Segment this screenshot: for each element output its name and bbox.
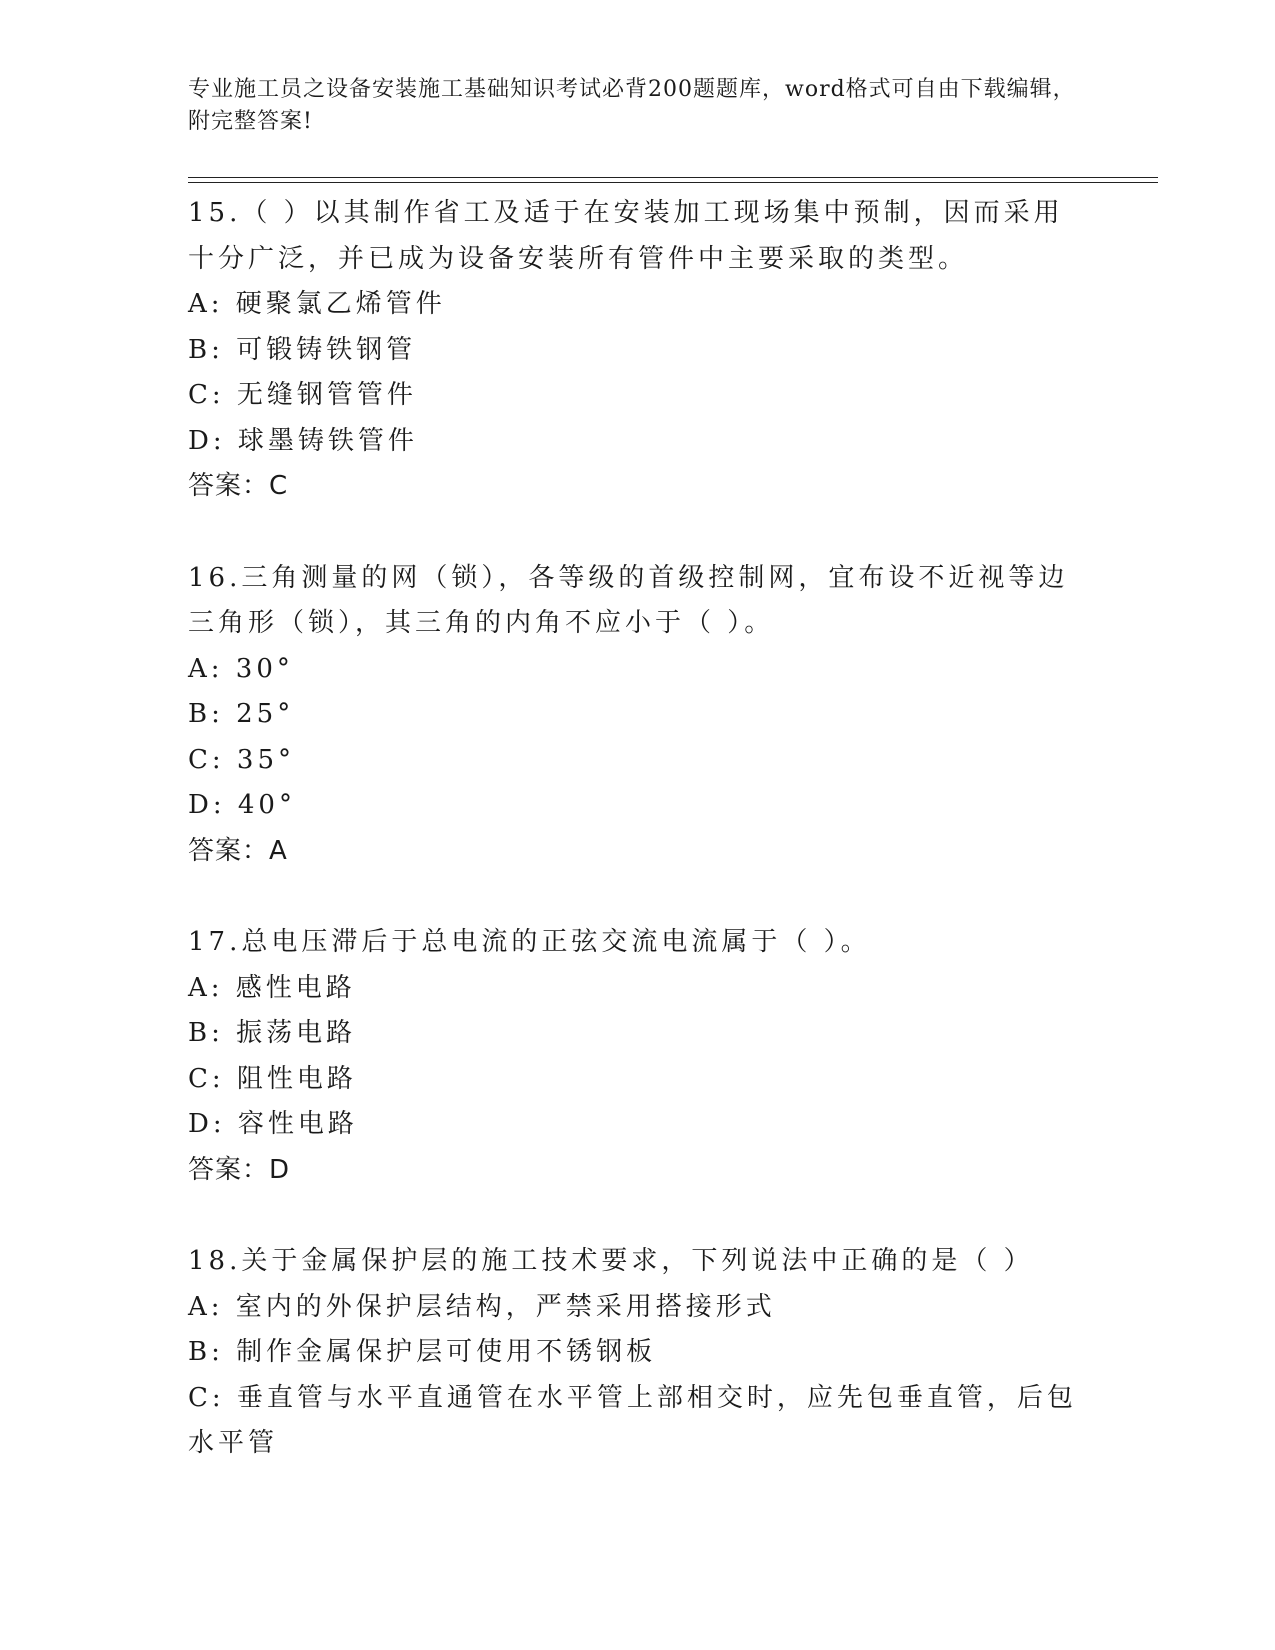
question-15 [188,191,1088,510]
option-a: A: 感性电路 [188,972,356,1003]
option-d: D: 球墨铸铁管件 [188,425,418,456]
question-list [188,191,1088,1467]
option-b: B: 可锻铸铁钢管 [188,334,417,365]
question-18 [188,1239,1088,1467]
question-16 [188,556,1088,875]
option-c: C: 垂直管与水平直通管在水平管上部相交时，应先包垂直管，后包水平管 [188,1382,1077,1458]
option-c: C: 无缝钢管管件 [188,380,417,410]
option-a: A: 30° [188,653,294,684]
question-stem: 17.总电压滞后于总电流的正弦交流电流属于（ ）。 [188,927,871,957]
question-stem: 18.关于金属保护层的施工技术要求，下列说法中正确的是（ ） [188,1246,1034,1276]
question-stem: 16.三角测量的网（锁），各等级的首级控制网，宜布设不近视等边三角形（锁），其三角的内角不应小于（ ）。 [188,562,1069,638]
option-a: A: 硬聚氯乙烯管件 [188,289,446,319]
option-b: B: 25° [188,699,295,729]
answer-label: 答案：D [188,1154,291,1185]
option-b: B: 制作金属保护层可使用不锈钢板 [188,1337,657,1367]
answer-label: 答案：A [188,835,288,866]
header-divider-top [188,177,1158,178]
option-c: C: 35° [188,744,296,775]
option-d: D: 40° [188,790,296,820]
question-17 [188,920,1088,1193]
option-a: A: 室内的外保护层结构，严禁采用搭接形式 [188,1291,776,1322]
option-b: B: 振荡电路 [188,1018,357,1048]
option-d: D: 容性电路 [188,1109,358,1139]
answer-label: 答案：C [188,471,289,501]
question-stem: 15.（ ）以其制作省工及适于在安装加工现场集中预制，因而采用十分广泛，并已成为设备安装所有管件中主要采取的类型。 [188,198,1064,274]
header-divider-bottom [188,182,1158,183]
document-header: 专业施工员之设备安装施工基础知识考试必背200题题库，word格式可自由下载编辑，附完整答案! [188,77,1076,134]
option-c: C: 阻性电路 [188,1063,357,1094]
